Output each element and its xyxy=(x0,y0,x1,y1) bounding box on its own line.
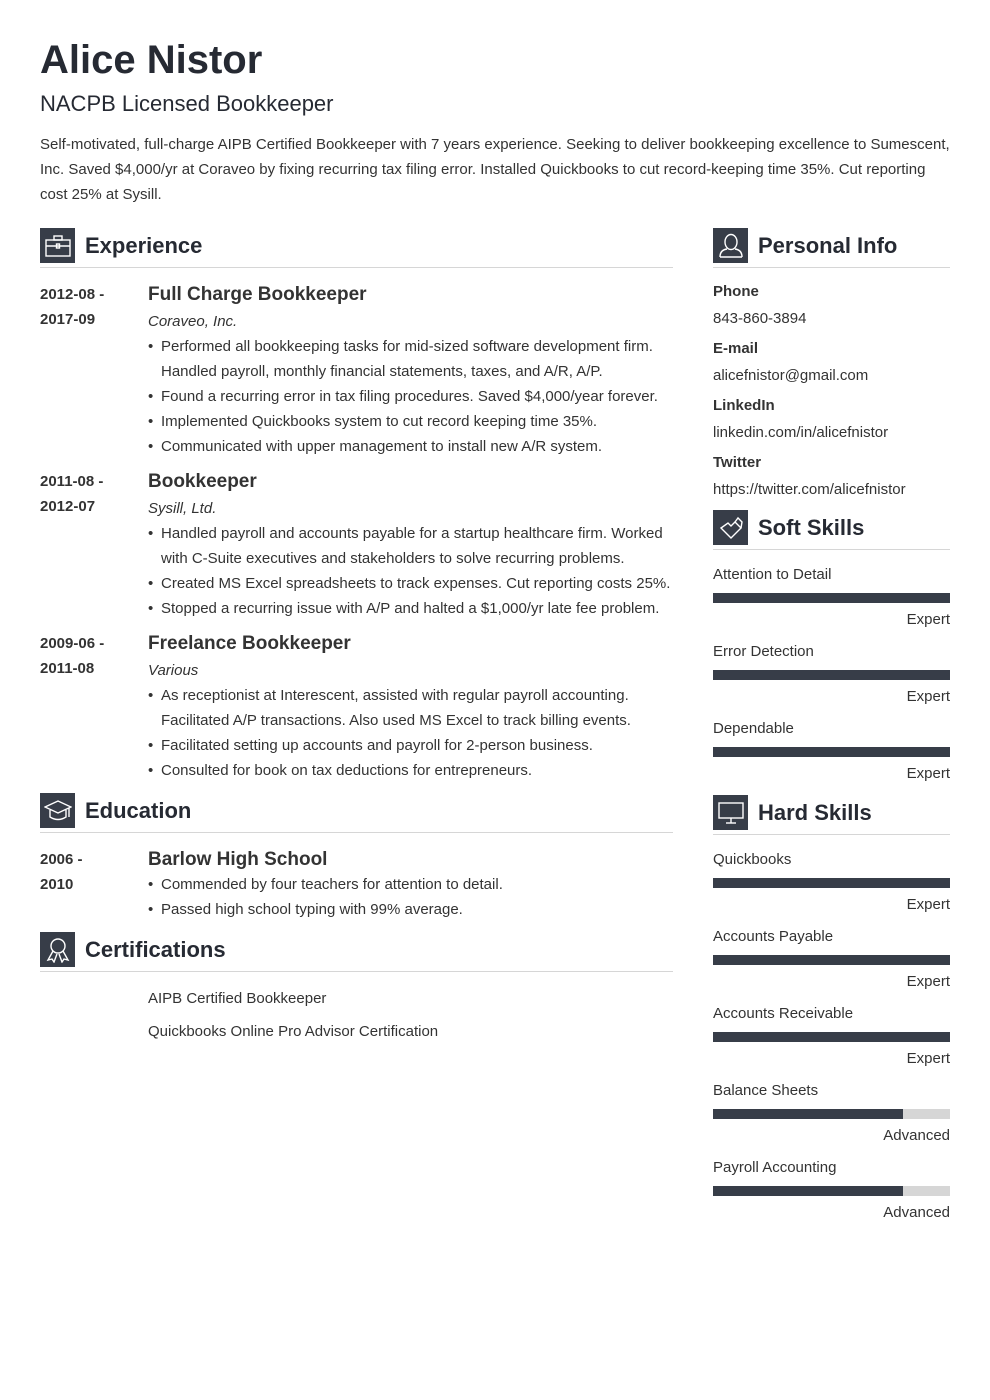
end-date: 2012-07 xyxy=(40,498,96,515)
education-entry xyxy=(40,847,673,922)
skill-bar-fill xyxy=(713,878,950,888)
soft-skills-header xyxy=(713,510,950,550)
skill-bar xyxy=(713,1186,950,1196)
education-list xyxy=(40,847,673,922)
bullet-list xyxy=(148,334,673,459)
right-column xyxy=(713,228,950,1234)
end-date: 2010 xyxy=(40,876,74,893)
start-date: 2012-08 - xyxy=(40,286,105,303)
experience-entry xyxy=(40,469,673,621)
education-header xyxy=(40,793,673,833)
skill-name: Accounts Receivable xyxy=(713,1005,854,1022)
bullet-list xyxy=(148,872,673,922)
bullet-item: • As receptionist at Interescent, assisted with regular payroll accounting. Facilitated A/P transactions. Also used MS Excel to track billing events. xyxy=(148,683,673,733)
skill-bar-fill xyxy=(713,1109,903,1119)
user-icon xyxy=(713,228,748,263)
skill-level: Expert xyxy=(906,896,950,913)
skill-name: Error Detection xyxy=(713,643,814,660)
bullet-item: • Stopped a recurring issue with A/P and halted a $1,000/yr late fee problem. xyxy=(148,596,673,621)
bullet-item: • Implemented Quickbooks system to cut record keeping time 35%. xyxy=(148,409,673,434)
candidate-name: Alice Nistor xyxy=(40,38,263,82)
entry-body xyxy=(148,847,673,922)
skill-bar-fill xyxy=(713,670,950,680)
skill-name: Quickbooks xyxy=(713,851,792,868)
date-range xyxy=(40,469,148,621)
experience-entry xyxy=(40,631,673,783)
skill-item xyxy=(713,1157,950,1224)
bullet-list xyxy=(148,683,673,783)
bullet-item: • Performed all bookkeeping tasks for mid-sized software development firm. Handled payroll, monthly financial statements, taxes, and A/R, A/P. xyxy=(148,334,673,384)
company-name: Various xyxy=(148,662,199,679)
hard-skills-list xyxy=(713,849,950,1224)
skill-item xyxy=(713,564,950,631)
school-name: Barlow High School xyxy=(148,849,328,870)
skill-level: Advanced xyxy=(883,1204,950,1221)
skill-name: Payroll Accounting xyxy=(713,1159,837,1176)
experience-entry xyxy=(40,282,673,459)
info-value: linkedin.com/in/alicefnistor xyxy=(713,424,889,441)
bullet-item: • Facilitated setting up accounts and payroll for 2-person business. xyxy=(148,733,673,758)
skill-bar xyxy=(713,670,950,680)
date-range xyxy=(40,847,148,922)
skill-bar xyxy=(713,1109,950,1119)
skill-bar-fill xyxy=(713,955,950,965)
skill-bar-fill xyxy=(713,1186,903,1196)
candidate-title: NACPB Licensed Bookkeeper xyxy=(40,91,334,116)
info-label: Phone xyxy=(713,283,759,300)
personal-info-header xyxy=(713,228,950,268)
end-date: 2017-09 xyxy=(40,311,96,328)
skill-name: Balance Sheets xyxy=(713,1082,819,1099)
skill-bar xyxy=(713,593,950,603)
skill-level: Expert xyxy=(906,688,950,705)
info-label: Twitter xyxy=(713,454,762,471)
hard-skills-title: Hard Skills xyxy=(758,799,872,825)
bullet-item: • Communicated with upper management to install new A/R system. xyxy=(148,434,673,459)
skill-bar xyxy=(713,955,950,965)
skill-bar-fill xyxy=(713,1032,950,1042)
skill-bar xyxy=(713,1032,950,1042)
bullet-item: • Commended by four teachers for attention to detail. xyxy=(148,872,673,897)
soft-skills-list xyxy=(713,564,950,785)
skill-bar xyxy=(713,878,950,888)
skill-name: Attention to Detail xyxy=(713,566,832,583)
education-title: Education xyxy=(85,797,192,823)
left-column xyxy=(40,228,673,1052)
info-label: LinkedIn xyxy=(713,397,775,414)
company-name: Coraveo, Inc. xyxy=(148,313,238,330)
skill-name: Accounts Payable xyxy=(713,928,834,945)
skill-level: Expert xyxy=(906,611,950,628)
skill-level: Expert xyxy=(906,765,950,782)
job-title: Freelance Bookkeeper xyxy=(148,633,351,654)
summary: Self-motivated, full-charge AIPB Certified Bookkeeper with 7 years experience. Seeking to deliver bookkeeping excellence to Sumescent, Inc. Saved $4,000/yr at Coraveo by fixing recurring tax filing error. Installed Quickbooks to cut record-keeping time 35%. Cut reporting cost 25% at Sysill. xyxy=(40,136,950,203)
company-name: Sysill, Ltd. xyxy=(148,500,217,517)
handshake-icon xyxy=(713,510,748,545)
experience-title: Experience xyxy=(85,232,203,258)
soft-skills-title: Soft Skills xyxy=(758,514,865,540)
skill-item xyxy=(713,718,950,785)
monitor-icon xyxy=(713,795,748,830)
info-value: 843-860-3894 xyxy=(713,310,807,327)
info-label: E-mail xyxy=(713,340,759,357)
skill-level: Expert xyxy=(906,973,950,990)
skill-bar-fill xyxy=(713,747,950,757)
skill-name: Dependable xyxy=(713,720,794,737)
award-ribbon-icon xyxy=(40,932,75,967)
hard-skills-header xyxy=(713,795,950,835)
start-date: 2009-06 - xyxy=(40,635,105,652)
bullet-item: • Passed high school typing with 99% average. xyxy=(148,897,673,922)
skill-bar-fill xyxy=(713,593,950,603)
skill-item xyxy=(713,1080,950,1147)
bullet-list xyxy=(148,521,673,621)
certification-item: AIPB Certified Bookkeeper xyxy=(148,990,327,1007)
start-date: 2011-08 - xyxy=(40,473,104,490)
start-date: 2006 - xyxy=(40,851,83,868)
end-date: 2011-08 xyxy=(40,660,95,677)
personal-info-list xyxy=(713,282,950,502)
skill-bar xyxy=(713,747,950,757)
date-range xyxy=(40,631,148,783)
experience-list xyxy=(40,282,673,783)
entry-body xyxy=(148,631,673,783)
graduation-cap-icon xyxy=(40,793,75,828)
bullet-item: • Consulted for book on tax deductions for entrepreneurs. xyxy=(148,758,673,783)
bullet-item: • Handled payroll and accounts payable for a startup healthcare firm. Worked with C-Suite executives and stakeholders to solve recurring problems. xyxy=(148,521,673,571)
info-value: alicefnistor@gmail.com xyxy=(713,367,869,384)
date-range xyxy=(40,282,148,459)
job-title: Full Charge Bookkeeper xyxy=(148,284,367,305)
skill-item xyxy=(713,1003,950,1070)
personal-info-title: Personal Info xyxy=(758,232,898,258)
certifications-header xyxy=(40,932,673,972)
bullet-item: • Found a recurring error in tax filing procedures. Saved $4,000/year forever. xyxy=(148,384,673,409)
entry-body xyxy=(148,469,673,621)
entry-body xyxy=(148,282,673,459)
job-title: Bookkeeper xyxy=(148,471,257,492)
info-value: https://twitter.com/alicefnistor xyxy=(713,481,906,498)
skill-item xyxy=(713,849,950,916)
bullet-item: • Created MS Excel spreadsheets to track expenses. Cut reporting costs 25%. xyxy=(148,571,673,596)
briefcase-icon xyxy=(40,228,75,263)
skill-level: Expert xyxy=(906,1050,950,1067)
skill-item xyxy=(713,641,950,708)
skill-item xyxy=(713,926,950,993)
certifications-title: Certifications xyxy=(85,936,226,962)
skill-level: Advanced xyxy=(883,1127,950,1144)
certification-item: Quickbooks Online Pro Advisor Certification xyxy=(148,1023,439,1040)
experience-header xyxy=(40,228,673,268)
